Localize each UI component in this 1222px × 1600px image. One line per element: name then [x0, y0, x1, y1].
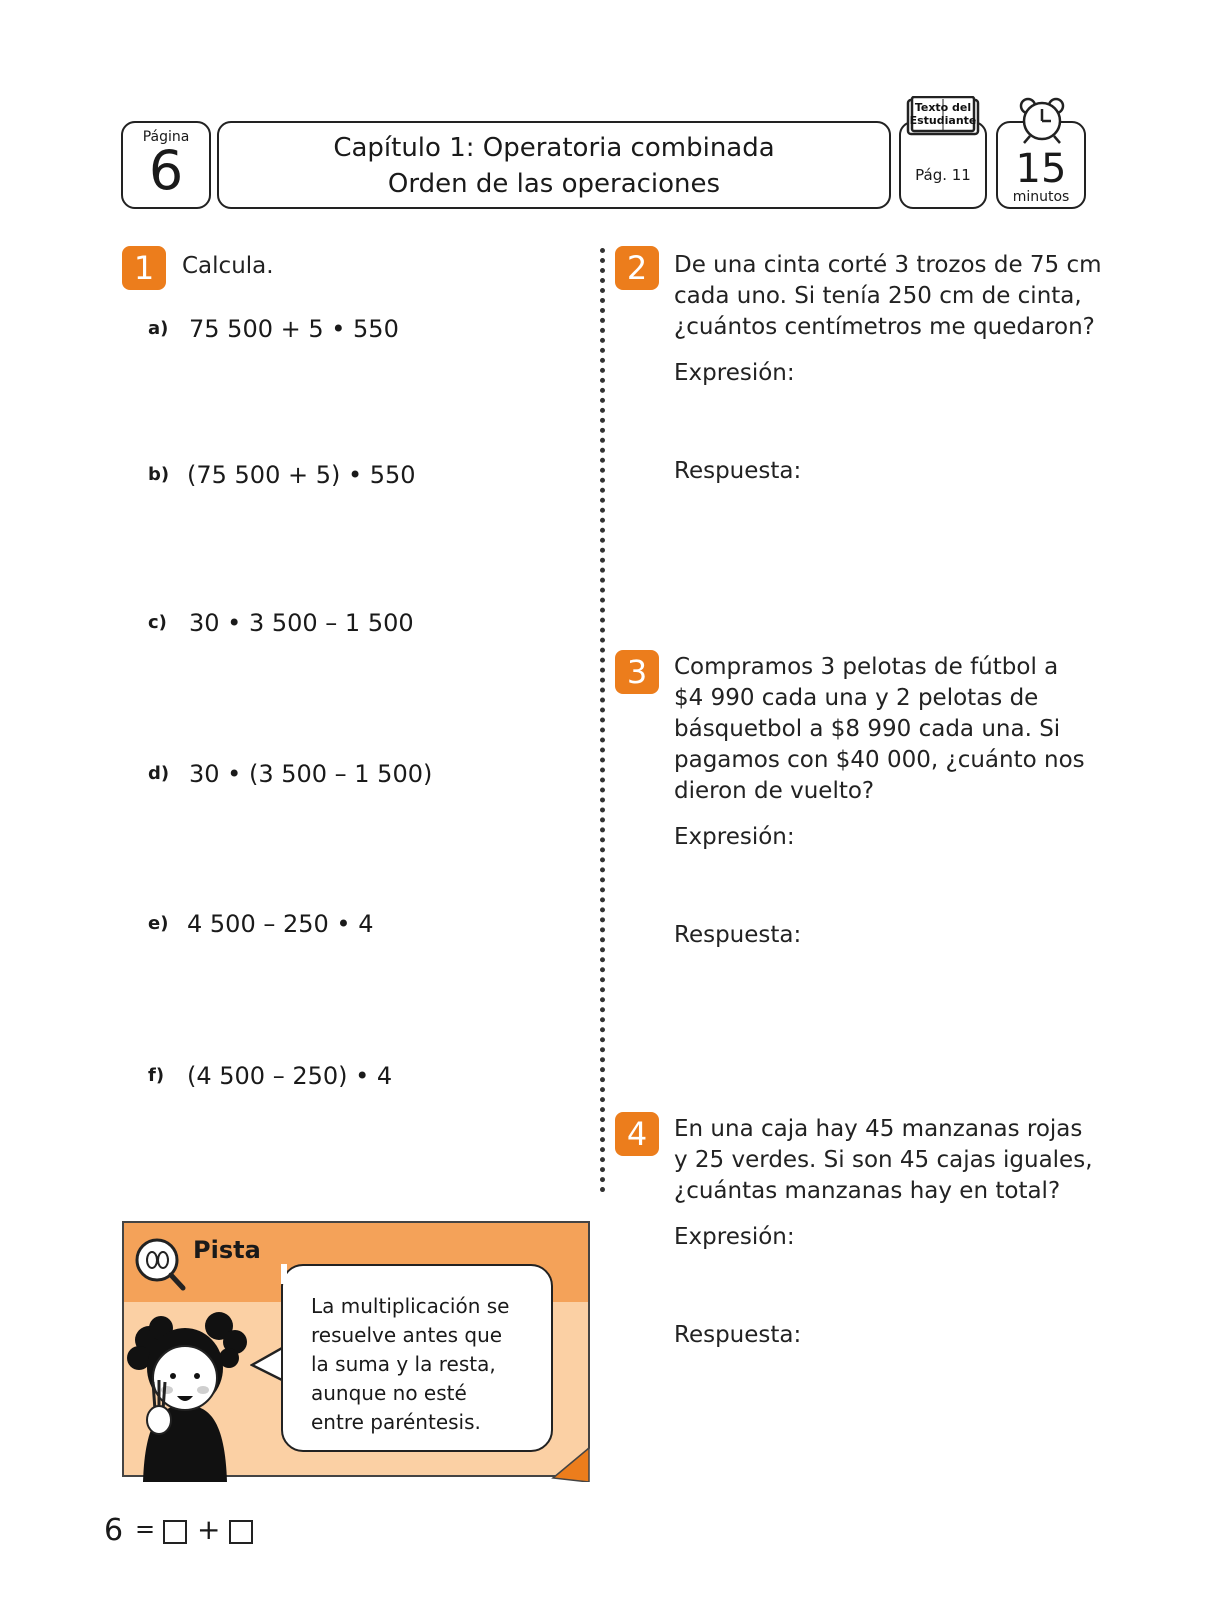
exercise-3-line: básquetbol a $8 990 cada una. Si — [674, 716, 1061, 742]
item-b-letter: b) — [148, 464, 170, 485]
chapter-title: Capítulo 1: Operatoria combinada — [333, 133, 775, 163]
exercise-3-line: dieron de vuelto? — [674, 778, 875, 804]
hint-title: Pista — [193, 1236, 261, 1264]
book-label-1: Texto del — [914, 101, 972, 114]
exercise-1-instruction: Calcula. — [182, 253, 274, 279]
exercise-4-answer-label: Respuesta: — [674, 1322, 802, 1348]
exercise-2-expression-label: Expresión: — [674, 360, 795, 386]
exercise-3-badge: 3 — [615, 650, 659, 694]
chapter-title-box — [217, 121, 891, 209]
item-f-letter: f) — [148, 1065, 165, 1086]
speech-bubble-tail — [250, 1345, 284, 1385]
exercise-4-statement — [674, 1114, 1093, 1207]
item-d-letter: d) — [148, 763, 170, 784]
exercise-4-badge: 4 — [615, 1112, 659, 1156]
item-a-letter: a) — [148, 318, 169, 339]
hint-line: la suma y la resta, — [311, 1352, 496, 1376]
item-e-letter: e) — [148, 913, 169, 934]
exercise-3-line: Compramos 3 pelotas de fútbol a — [674, 654, 1059, 680]
exercise-2-line: cada uno. Si tenía 250 cm de cinta, — [674, 283, 1082, 309]
item-a-expression: 75 500 + 5 • 550 — [189, 315, 399, 343]
column-divider — [600, 248, 605, 1193]
item-e-expression: 4 500 – 250 • 4 — [187, 910, 374, 938]
item-c-letter: c) — [148, 612, 167, 633]
item-c-expression: 30 • 3 500 – 1 500 — [189, 609, 414, 637]
speech-tail-cover — [281, 1264, 287, 1284]
exercise-4-line: En una caja hay 45 manzanas rojas — [674, 1116, 1083, 1142]
exercise-2-answer-label: Respuesta: — [674, 458, 802, 484]
time-value: 15 — [1015, 146, 1067, 192]
page-number-box — [121, 121, 211, 209]
exercise-3-line: pagamos con $40 000, ¿cuánto nos — [674, 747, 1085, 773]
item-d-expression: 30 • (3 500 – 1 500) — [189, 760, 433, 788]
exercise-3-expression-label: Expresión: — [674, 824, 795, 850]
textbook-page: Pág. 11 — [915, 166, 971, 184]
item-f-expression: (4 500 – 250) • 4 — [187, 1062, 393, 1090]
exercise-2-line: De una cinta corté 3 trozos de 75 cm — [674, 252, 1102, 278]
footer-empty-box — [229, 1520, 253, 1544]
alarm-clock-icon — [1016, 96, 1068, 146]
item-b-expression: (75 500 + 5) • 550 — [187, 461, 416, 489]
footer-equals: = — [135, 1515, 156, 1543]
exercise-2-statement — [674, 250, 1102, 343]
page-number: 6 — [148, 139, 184, 202]
exercise-4-expression-label: Expresión: — [674, 1224, 795, 1250]
exercise-3-answer-label: Respuesta: — [674, 922, 802, 948]
time-unit: minutos — [1012, 189, 1070, 205]
exercise-4-line: ¿cuántas manzanas hay en total? — [674, 1178, 1061, 1204]
exercise-3-line: $4 990 cada una y 2 pelotas de — [674, 685, 1039, 711]
exercise-1-badge: 1 — [122, 246, 166, 290]
page-label: Página — [142, 129, 190, 145]
footer-page-number: 6 — [104, 1513, 124, 1548]
hint-line: aunque no esté — [311, 1381, 467, 1405]
hint-line: entre paréntesis. — [311, 1410, 481, 1434]
exercise-3-statement — [674, 652, 1085, 807]
exercise-4-line: y 25 verdes. Si son 45 cajas iguales, — [674, 1147, 1093, 1173]
hint-line: La multiplicación se — [311, 1294, 510, 1318]
topic-title: Orden de las operaciones — [387, 169, 721, 199]
book-icon — [906, 96, 980, 136]
book-label-2: Estudiante — [909, 114, 977, 127]
footer-empty-box — [163, 1520, 187, 1544]
exercise-2-line: ¿cuántos centímetros me quedaron? — [674, 314, 1095, 340]
hint-line: resuelve antes que — [311, 1323, 503, 1347]
hint-speech-bubble — [281, 1264, 553, 1452]
footer-plus: + — [197, 1513, 221, 1546]
exercise-2-badge: 2 — [615, 246, 659, 290]
